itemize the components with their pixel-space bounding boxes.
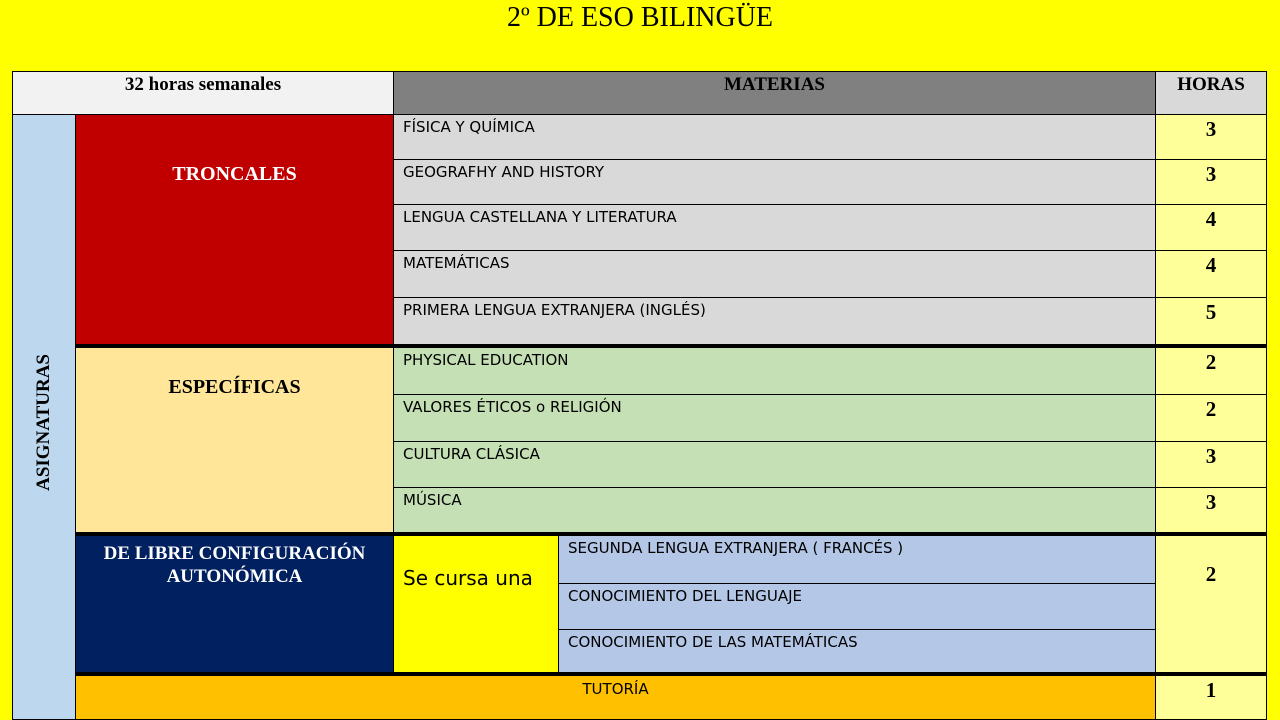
header-hours: HORAS — [1155, 71, 1267, 115]
page-title: 2º DE ESO BILINGÜE — [506, 2, 774, 33]
subject-row: LENGUA CASTELLANA Y LITERATURA — [393, 204, 1156, 251]
hours-cell: 1 — [1155, 672, 1267, 720]
subject-row: FÍSICA Y QUÍMICA — [393, 114, 1156, 160]
subject-row: CULTURA CLÁSICA — [393, 441, 1156, 488]
subject-row: PHYSICAL EDUCATION — [393, 344, 1156, 395]
subject-row: PRIMERA LENGUA EXTRANJERA (INGLÉS) — [393, 297, 1156, 347]
group-troncales-label: TRONCALES — [172, 163, 297, 185]
header-subjects: MATERIAS — [393, 71, 1156, 115]
group-especificas — [75, 344, 394, 535]
group-libre-label-line2: AUTONÓMICA — [166, 566, 303, 587]
hours-cell: 5 — [1155, 297, 1267, 347]
hours-cell: 2 — [1155, 532, 1267, 675]
tutoria-label: TUTORÍA — [582, 680, 649, 698]
hours-cell: 3 — [1155, 114, 1267, 160]
hours-cell: 4 — [1155, 250, 1267, 298]
hours-cell: 3 — [1155, 487, 1267, 535]
hours-cell: 3 — [1155, 441, 1267, 488]
subject-row: SEGUNDA LENGUA EXTRANJERA ( FRANCÉS ) — [558, 532, 1156, 584]
tutoria-row — [75, 672, 1156, 720]
group-libre-label-line1: DE LIBRE CONFIGURACIÓN — [103, 543, 366, 564]
header-hours-week: 32 horas semanales — [12, 71, 394, 115]
subject-row: VALORES ÉTICOS o RELIGIÓN — [393, 394, 1156, 442]
subject-row: GEOGRAFHY AND HISTORY — [393, 159, 1156, 205]
subject-row: MÚSICA — [393, 487, 1156, 535]
side-label: ASIGNATURAS — [33, 353, 54, 491]
group-libre — [75, 532, 394, 675]
hours-cell: 2 — [1155, 394, 1267, 442]
hours-cell: 2 — [1155, 344, 1267, 395]
hours-cell: 4 — [1155, 204, 1267, 251]
hours-cell: 3 — [1155, 159, 1267, 205]
side-label-cell — [12, 114, 76, 720]
subject-row: CONOCIMIENTO DE LAS MATEMÁTICAS — [558, 629, 1156, 675]
choose-one-cell — [393, 532, 559, 675]
group-troncales — [75, 114, 394, 347]
group-especificas-label: ESPECÍFICAS — [168, 376, 301, 398]
subject-row: MATEMÁTICAS — [393, 250, 1156, 298]
subject-row: CONOCIMIENTO DEL LENGUAJE — [558, 583, 1156, 630]
choose-one-text: Se cursa una — [403, 566, 533, 590]
